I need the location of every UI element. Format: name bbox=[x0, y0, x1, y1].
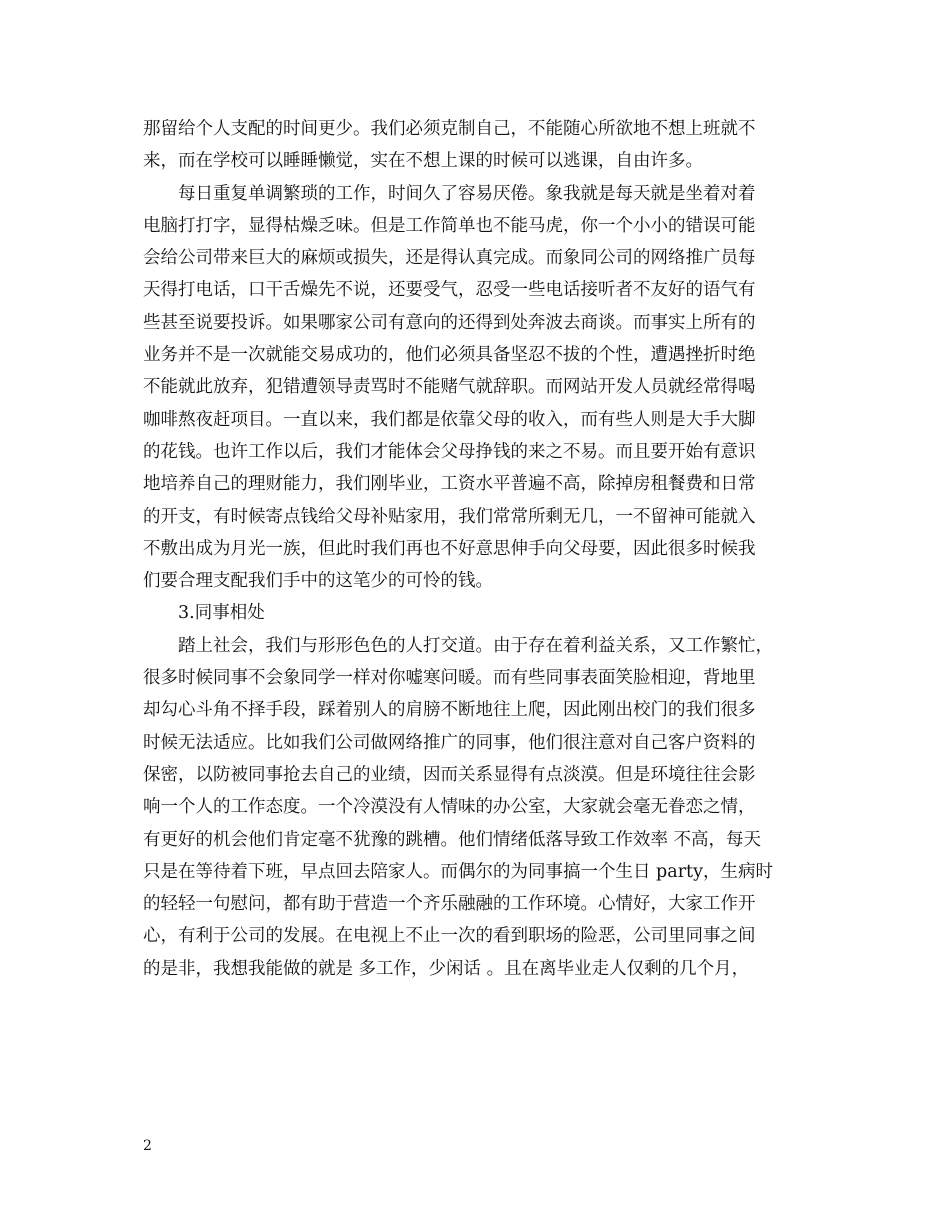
text-line: 不敷出成为月光一族，但此时我们再也不好意思伸手向父母要，因此很多时候我 bbox=[143, 538, 756, 559]
text-line: 的花钱。也许工作以后，我们才能体会父母挣钱的来之不易。而且要开始有意识 bbox=[143, 441, 756, 462]
text-line: 些甚至说要投诉。如果哪家公司有意向的还得到处奔波去商谈。而事实上所有的 bbox=[143, 312, 756, 333]
text-line: 不能就此放弃，犯错遭领导责骂时不能赌气就辞职。而网站开发人员就经常得喝 bbox=[143, 377, 756, 398]
text-line: 每日重复单调繁琐的工作，时间久了容易厌倦。象我就是每天就是坐着对着 bbox=[178, 183, 756, 204]
text-line: 业务并不是一次就能交易成功的，他们必须具备坚忍不拔的个性，遭遇挫折时绝 bbox=[143, 345, 756, 366]
text-line: 时候无法适应。比如我们公司做网络推广的同事，他们很注意对自己客户资料的 bbox=[143, 732, 756, 753]
text-line: 踏上社会，我们与形形色色的人打交道。由于存在着利益关系，又工作繁忙， bbox=[178, 635, 773, 656]
text-line: 咖啡熬夜赶项目。一直以来，我们都是依靠父母的收入，而有些人则是大手大脚 bbox=[143, 409, 756, 430]
text-line: 们要合理支配我们手中的这笔少的可怜的钱。 bbox=[143, 571, 493, 592]
text-line: 心，有利于公司的发展。在电视上不止一次的看到职场的险恶，公司里同事之间 bbox=[143, 926, 756, 947]
text-line: 3.同事相处 bbox=[178, 603, 265, 624]
text-line: 保密，以防被同事抢去自己的业绩，因而关系显得有点淡漠。但是环境往往会影 bbox=[143, 764, 756, 785]
text-line: 的轻轻一句慰问，都有助于营造一个齐乐融融的工作环境。心情好，大家工作开 bbox=[143, 894, 756, 915]
text-line: 有更好的机会他们肯定毫不犹豫的跳槽。他们情绪低落导致工作效率 不高，每天 bbox=[143, 829, 762, 850]
text-line: 只是在等待着下班，早点回去陪家人。而偶尔的为同事搞一个生日 party，生病时 bbox=[143, 861, 773, 882]
text-line: 响一个人的工作态度。一个冷漠没有人情味的办公室，大家就会毫无眷恋之情， bbox=[143, 797, 756, 818]
body-text bbox=[143, 113, 823, 985]
text-line: 的开支，有时候寄点钱给父母补贴家用，我们常常所剩无几，一不留神可能就入 bbox=[143, 506, 756, 527]
text-line: 来，而在学校可以睡睡懒觉，实在不想上课的时候可以逃课，自由许多。 bbox=[143, 151, 703, 172]
page-number: 2 bbox=[143, 1138, 152, 1154]
text-line: 的是非，我想我能做的就是 多工作，少闲话 。且在离毕业走人仅剩的几个月， bbox=[143, 958, 750, 979]
text-line: 很多时候同事不会象同学一样对你嘘寒问暖。而有些同事表面笑脸相迎，背地里 bbox=[143, 668, 756, 689]
text-line: 电脑打打字，显得枯燥乏味。但是工作简单也不能马虎，你一个小小的错误可能 bbox=[143, 215, 756, 236]
text-line: 会给公司带来巨大的麻烦或损失，还是得认真完成。而象同公司的网络推广员每 bbox=[143, 248, 756, 269]
text-line: 那留给个人支配的时间更少。我们必须克制自己，不能随心所欲地不想上班就不 bbox=[143, 119, 756, 139]
text-line: 地培养自己的理财能力，我们刚毕业，工资水平普遍不高，除掉房租餐费和日常 bbox=[143, 474, 756, 495]
text-line: 天得打电话，口干舌燥先不说，还要受气，忍受一些电话接听者不友好的语气有 bbox=[143, 280, 756, 301]
text-line: 却勾心斗角不择手段，踩着别人的肩膀不断地往上爬，因此刚出校门的我们很多 bbox=[143, 700, 756, 721]
